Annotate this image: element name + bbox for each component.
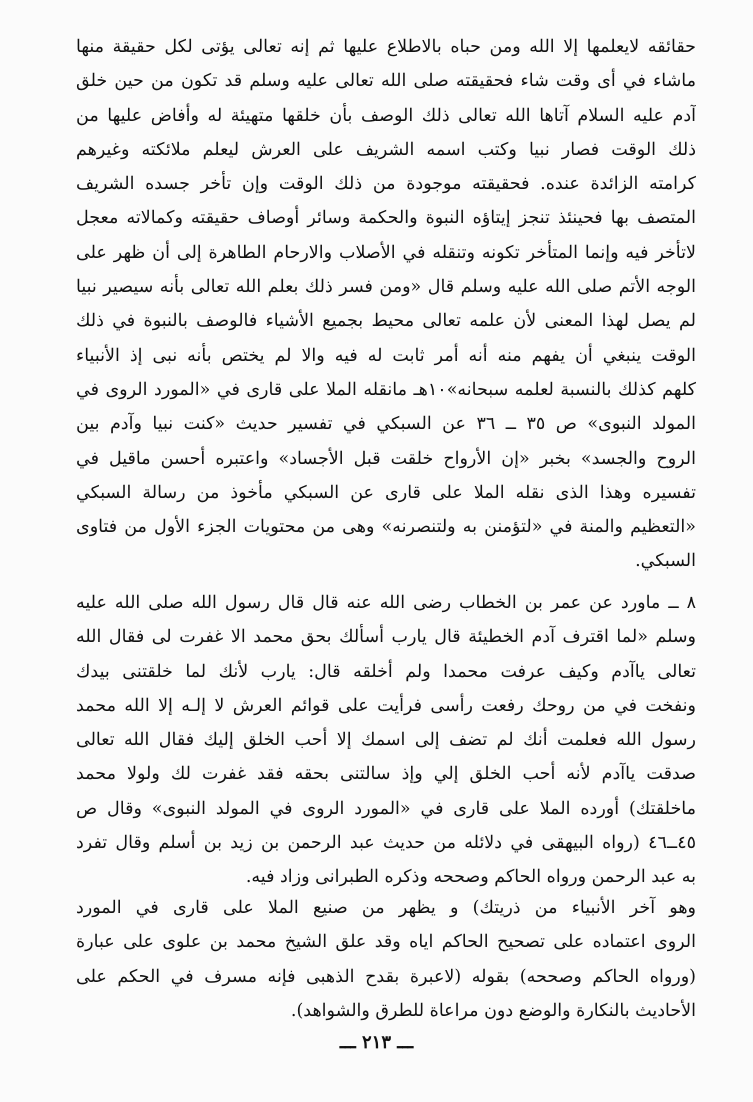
text-line: لاتأخر فيه وإنما المتأخر تكونه وتنقله في الأصلاب والارحام الطاهرة إلى أن ظهر على [76,242,696,263]
text-line: الروح والجسد» بخبر «إن الأرواح خلقت قبل الأجساد» واعتبره أحسن ماقيل في [76,448,696,469]
text-line: تفسيره وهذا الذى نقله الملا على قارى عن السبكي مأخوذ من رسالة السبكي [76,482,696,503]
text-line: الأحاديث بالنكارة والوضع دون مراعاة للطرق والشواهد). [290,1000,696,1021]
text-line: الوقت ينبغي أن يفهم منه أنه أمر ثابت له فيه والا لم يختص بأنه نبى إذ الأنبياء [76,345,696,366]
text-line: السبكي. [635,551,696,572]
text-line: ماشاء في أى وقت شاء فحقيقته صلى الله تعالى عليه وسلم قد تكون من حين خلق [76,71,696,92]
page-number: ـــ ٢١٣ ـــ [339,1032,414,1053]
text-line: ٤٥ــ٤٦ (رواه البيهقى في دلائله من حديث عبد الرحمن بن زيد بن أسلم وقال تفرد [76,833,696,854]
text-line: به عبد الرحمن ورواه الحاكم وصححه وذكره الطبرانى وزاد فيه. [245,867,696,888]
text-line: كلهم كذلك بالنسبة لعلمه سبحانه»١٠هـ مانقله الملا على قارى في «المورد الروى في [76,379,696,400]
text-line: المتصف بها فحينئذ تنجز إيتاؤه النبوة والحكمة وسائر أوصاف حقيقته وكمالاته معجل [76,208,696,229]
paragraph-1 [76,30,696,579]
text-line: رسول الله فعلمت أنك لم تضف إلى اسمك إلا أحب الخلق إليك فقال الله تعالى [76,730,696,751]
text-line: حقائقه لايعلمها إلا الله ومن حباه بالاطلاع عليها ثم إنه تعالى يؤتى لكل حقيقة منها [76,37,696,57]
text-line: وسلم «لما اقترف آدم الخطيئة قال يارب أسألك بحق محمد الا غفرت لى فقال الله [76,627,696,648]
text-line: لم يصل لهذا المعنى لأن علمه تعالى محيط بجميع الأشياء فالوصف بالنبوة في ذلك [76,311,696,332]
text-line: تعالى ياآدم وكيف عرفت محمدا ولم أخلقه قال: يارب لأنك لما خلقتنى بيدك [76,661,696,682]
text-line: «التعظيم والمنة في «لتؤمنن به ولتنصرنه» وهى من محتويات الجزء الأول من فتاوى [76,517,696,538]
text-line: آدم عليه السلام آتاها الله تعالى ذلك الوصف بأن خلقها متهيئة له وأفاض عليها من [76,105,696,126]
paragraph-3 [76,891,696,1028]
text-line: ٨ ــ ماورد عن عمر بن الخطاب رضى الله عنه قال قال رسول الله صلى الله عليه [76,593,696,613]
text-line: كرامته الزائدة عنده. فحقيقته موجودة من ذلك الوقت وإن تأخر جسده الشريف [76,174,696,195]
text-line: المولد النبوى» ص ٣٥ ــ ٣٦ عن السبكي في تفسير حديث «كنت نبيا وآدم بين [76,414,696,435]
text-line: (ورواه الحاكم وصححه) بقوله (لاعبرة بقدح الذهبى فإنه مسرف في الحكم على [76,966,696,987]
text-line: ذلك الوقت فصار نبيا وكتب اسمه الشريف على العرش ليعلم ملائكته وغيرهم [76,139,696,160]
text-line: الوجه الأتم صلى الله عليه وسلم قال «ومن فسر ذلك بعلم الله تعالى بأنه سيصير نبيا [76,277,696,298]
text-line: وهو آخر الأنبياء من ذريتك) و يظهر من صنيع الملا على قارى في المورد [76,898,696,918]
text-line: ونفخت في من روحك رفعت رأسى فرأيت على قوائم العرش لا إلـه إلا الله محمد [76,695,696,716]
text-line: ماخلقتك) أورده الملا على قارى في «المورد الروى في المولد النبوى» وقال ص [76,798,696,819]
text-line: الروى اعتماده على تصحيح الحاكم اياه وقد علق الشيخ محمد بن علوى على عبارة [76,932,696,953]
paragraph-2 [76,586,696,895]
text-line: صدقت ياآدم لأنه أحب الخلق إلي وإذ سالتنى بحقه فقد غفرت لك ولولا محمد [76,764,696,785]
